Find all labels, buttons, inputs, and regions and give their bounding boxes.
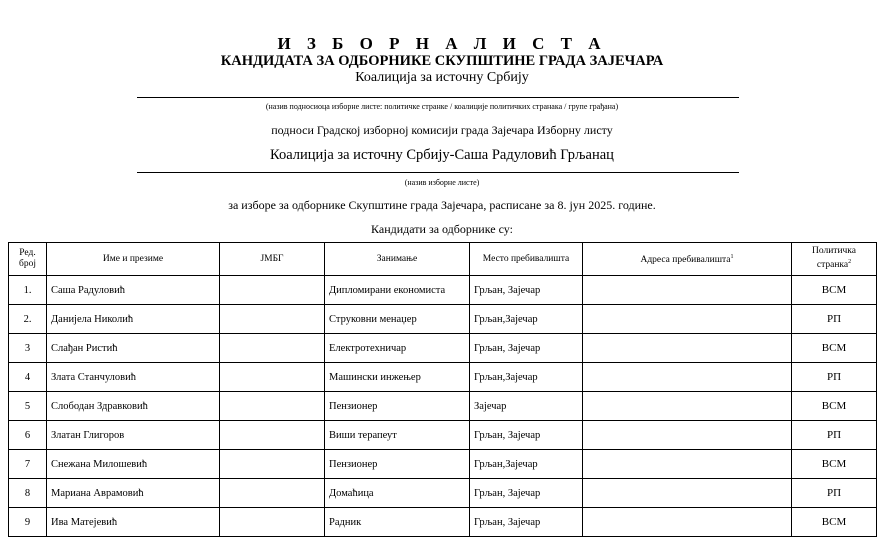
- occupation-cell: Машински инжењер: [325, 363, 470, 392]
- address-cell: [583, 305, 792, 334]
- table-row: [9, 276, 877, 305]
- submitter-name: Коалиција за источну Србију: [355, 70, 529, 85]
- party-cell: РП: [792, 479, 877, 508]
- row-number: 8: [9, 479, 47, 508]
- candidate-name: Слободан Здравковић: [47, 392, 220, 421]
- residence-cell: Грљан, Зајечар: [470, 276, 583, 305]
- residence-cell: Грљан, Зајечар: [470, 334, 583, 363]
- candidate-name: Злата Станчуловић: [47, 363, 220, 392]
- residence-cell: Грљан,Зајечар: [470, 450, 583, 479]
- table-row: [9, 334, 877, 363]
- list-name: Коалиција за источну Србију-Саша Радуловић Грљанац: [270, 147, 614, 163]
- occupation-cell: Пензионер: [325, 450, 470, 479]
- party-cell: ВСМ: [792, 392, 877, 421]
- address-cell: [583, 450, 792, 479]
- jmbg-cell: [220, 450, 325, 479]
- party-cell: РП: [792, 363, 877, 392]
- table-row: [9, 508, 877, 537]
- address-cell: [583, 334, 792, 363]
- party-cell: РП: [792, 421, 877, 450]
- table-row: [9, 421, 877, 450]
- header-no: Ред. број: [9, 243, 47, 276]
- jmbg-cell: [220, 334, 325, 363]
- candidate-name: Слађан Ристић: [47, 334, 220, 363]
- document-subtitle: КАНДИДАТА ЗА ОДБОРНИКЕ СКУПШТИНЕ ГРАДА ЗАЈЕЧАРА: [220, 53, 664, 69]
- footnote-2-marker: 2: [848, 259, 852, 266]
- candidates-heading: Кандидати за одборнике су:: [371, 222, 513, 236]
- candidate-name: Мариана Аврамовић: [47, 479, 220, 508]
- row-number: 2.: [9, 305, 47, 334]
- election-line: за изборе за одборнике Скупштине града Зајечара, расписане за 8. јун 2025. године.: [228, 198, 656, 212]
- list-name-underline: [137, 172, 739, 173]
- residence-cell: Грљан, Зајечар: [470, 421, 583, 450]
- header-party: [792, 243, 877, 276]
- row-number: 3: [9, 334, 47, 363]
- jmbg-cell: [220, 421, 325, 450]
- address-cell: [583, 479, 792, 508]
- table-row: [9, 363, 877, 392]
- jmbg-cell: [220, 363, 325, 392]
- occupation-cell: Виши терапеут: [325, 421, 470, 450]
- candidate-name: Ива Матејевић: [47, 508, 220, 537]
- footnote-1-marker: 1: [730, 253, 734, 260]
- party-cell: ВСМ: [792, 508, 877, 537]
- party-cell: ВСМ: [792, 276, 877, 305]
- header-address-label: Адреса пребивалишта: [640, 255, 731, 266]
- candidate-name: Снежана Милошевић: [47, 450, 220, 479]
- residence-cell: Грљан, Зајечар: [470, 479, 583, 508]
- header-occupation: Занимање: [325, 243, 470, 276]
- party-cell: РП: [792, 305, 877, 334]
- candidate-name: Саша Радуловић: [47, 276, 220, 305]
- address-cell: [583, 392, 792, 421]
- table-row: [9, 392, 877, 421]
- occupation-cell: Домаћица: [325, 479, 470, 508]
- table-row: [9, 450, 877, 479]
- row-number: 5: [9, 392, 47, 421]
- header-address: [583, 243, 792, 276]
- residence-cell: Грљан,Зајечар: [470, 305, 583, 334]
- table-row: [9, 305, 877, 334]
- row-number: 7: [9, 450, 47, 479]
- submitter-underline: [137, 97, 739, 98]
- jmbg-cell: [220, 305, 325, 334]
- address-cell: [583, 421, 792, 450]
- header-name: Име и презиме: [47, 243, 220, 276]
- party-cell: ВСМ: [792, 334, 877, 363]
- header-party-label: Политичка странка: [811, 246, 856, 271]
- row-number: 9: [9, 508, 47, 537]
- table-header-row: [9, 243, 877, 276]
- address-cell: [583, 276, 792, 305]
- occupation-cell: Дипломирани економиста: [325, 276, 470, 305]
- header-jmbg: ЈМБГ: [220, 243, 325, 276]
- row-number: 4: [9, 363, 47, 392]
- occupation-cell: Радник: [325, 508, 470, 537]
- residence-cell: Зајечар: [470, 392, 583, 421]
- jmbg-cell: [220, 479, 325, 508]
- address-cell: [583, 363, 792, 392]
- jmbg-cell: [220, 392, 325, 421]
- row-number: 6: [9, 421, 47, 450]
- table-row: [9, 479, 877, 508]
- candidate-name: Данијела Николић: [47, 305, 220, 334]
- submitter-note: (назив подносиоца изборне листе: политичке странке / коалиције политичких странака / групе грађана): [265, 102, 619, 111]
- header-residence: Место пребивалишта: [470, 243, 583, 276]
- jmbg-cell: [220, 276, 325, 305]
- row-number: 1.: [9, 276, 47, 305]
- list-name-note: (назив изборне листе): [404, 178, 480, 187]
- candidates-table: [8, 242, 877, 537]
- occupation-cell: Струковни менаџер: [325, 305, 470, 334]
- jmbg-cell: [220, 508, 325, 537]
- occupation-cell: Пензионер: [325, 392, 470, 421]
- party-cell: ВСМ: [792, 450, 877, 479]
- document-title: И З Б О Р Н А Л И С Т А: [277, 34, 607, 53]
- residence-cell: Грљан, Зајечар: [470, 508, 583, 537]
- submits-line: подноси Градској изборној комисији града Зајечара Изборну листу: [271, 123, 613, 137]
- occupation-cell: Електротехничар: [325, 334, 470, 363]
- address-cell: [583, 508, 792, 537]
- residence-cell: Грљан,Зајечар: [470, 363, 583, 392]
- candidate-name: Златан Глигоров: [47, 421, 220, 450]
